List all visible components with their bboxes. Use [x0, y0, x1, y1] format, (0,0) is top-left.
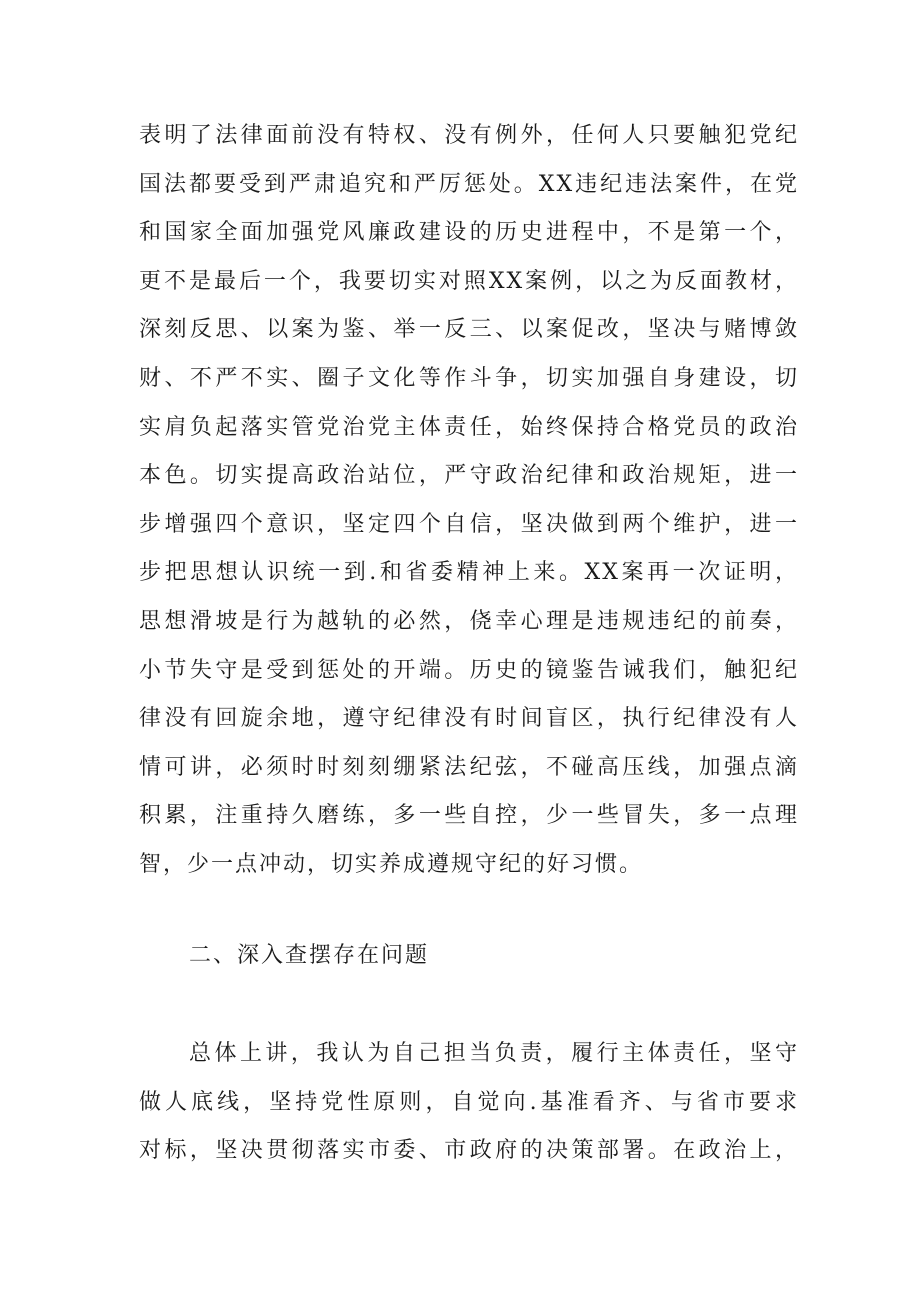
text-line: 实肩负起落实管党治党主体责任，始终保持合格党员的政治	[139, 414, 799, 440]
text-line: 步增强四个意识，坚定四个自信，坚决做到两个维护，进一	[139, 511, 799, 537]
text-line: 更不是最后一个，我要切实对照XX案例，以之为反面教材，	[139, 268, 799, 294]
text-line: 对标，坚决贯彻落实市委、市政府的决策部署。在政治上，	[139, 1138, 799, 1164]
text-line: 积累，注重持久磨练，多一些自控，少一些冒失，多一点理	[139, 803, 799, 829]
text-line: 步把思想认识统一到.和省委精神上来。XX案再一次证明，	[139, 560, 799, 586]
section-heading: 二、深入查摆存在问题	[189, 943, 430, 968]
text-line: 情可讲，必须时时刻刻绷紧法纪弦，不碰高压线，加强点滴	[139, 754, 799, 780]
text-line: 表明了法律面前没有特权、没有例外，任何人只要触犯党纪	[139, 123, 799, 148]
text-line: 国法都要受到严肃追究和严厉惩处。XX违纪违法案件，在党	[139, 171, 799, 197]
text-line: 小节失守是受到惩处的开端。历史的镜鉴告诫我们，触犯纪	[139, 657, 799, 683]
body-paragraph-2	[139, 1030, 799, 1176]
text-line: 和国家全面加强党风廉政建设的历史进程中，不是第一个，	[139, 220, 799, 246]
text-line: 智，少一点冲动，切实养成遵规守纪的好习惯。	[139, 851, 644, 877]
body-paragraph-1	[139, 112, 799, 890]
text-line: 本色。切实提高政治站位，严守政治纪律和政治规矩，进一	[139, 463, 799, 489]
text-line: 深刻反思、以案为鉴、举一反三、以案促改，坚决与赌博敛	[139, 317, 799, 343]
text-line: 做人底线，坚持党性原则，自觉向.基准看齐、与省市要求	[139, 1089, 799, 1115]
text-line: 财、不严不实、圈子文化等作斗争，切实加强自身建设，切	[139, 365, 799, 391]
text-line: 思想滑坡是行为越轨的必然，侥幸心理是违规违纪的前奏，	[139, 608, 799, 634]
text-line: 总体上讲，我认为自己担当负责，履行主体责任，坚守	[189, 1041, 799, 1066]
text-line: 律没有回旋余地，遵守纪律没有时间盲区，执行纪律没有人	[139, 706, 799, 732]
